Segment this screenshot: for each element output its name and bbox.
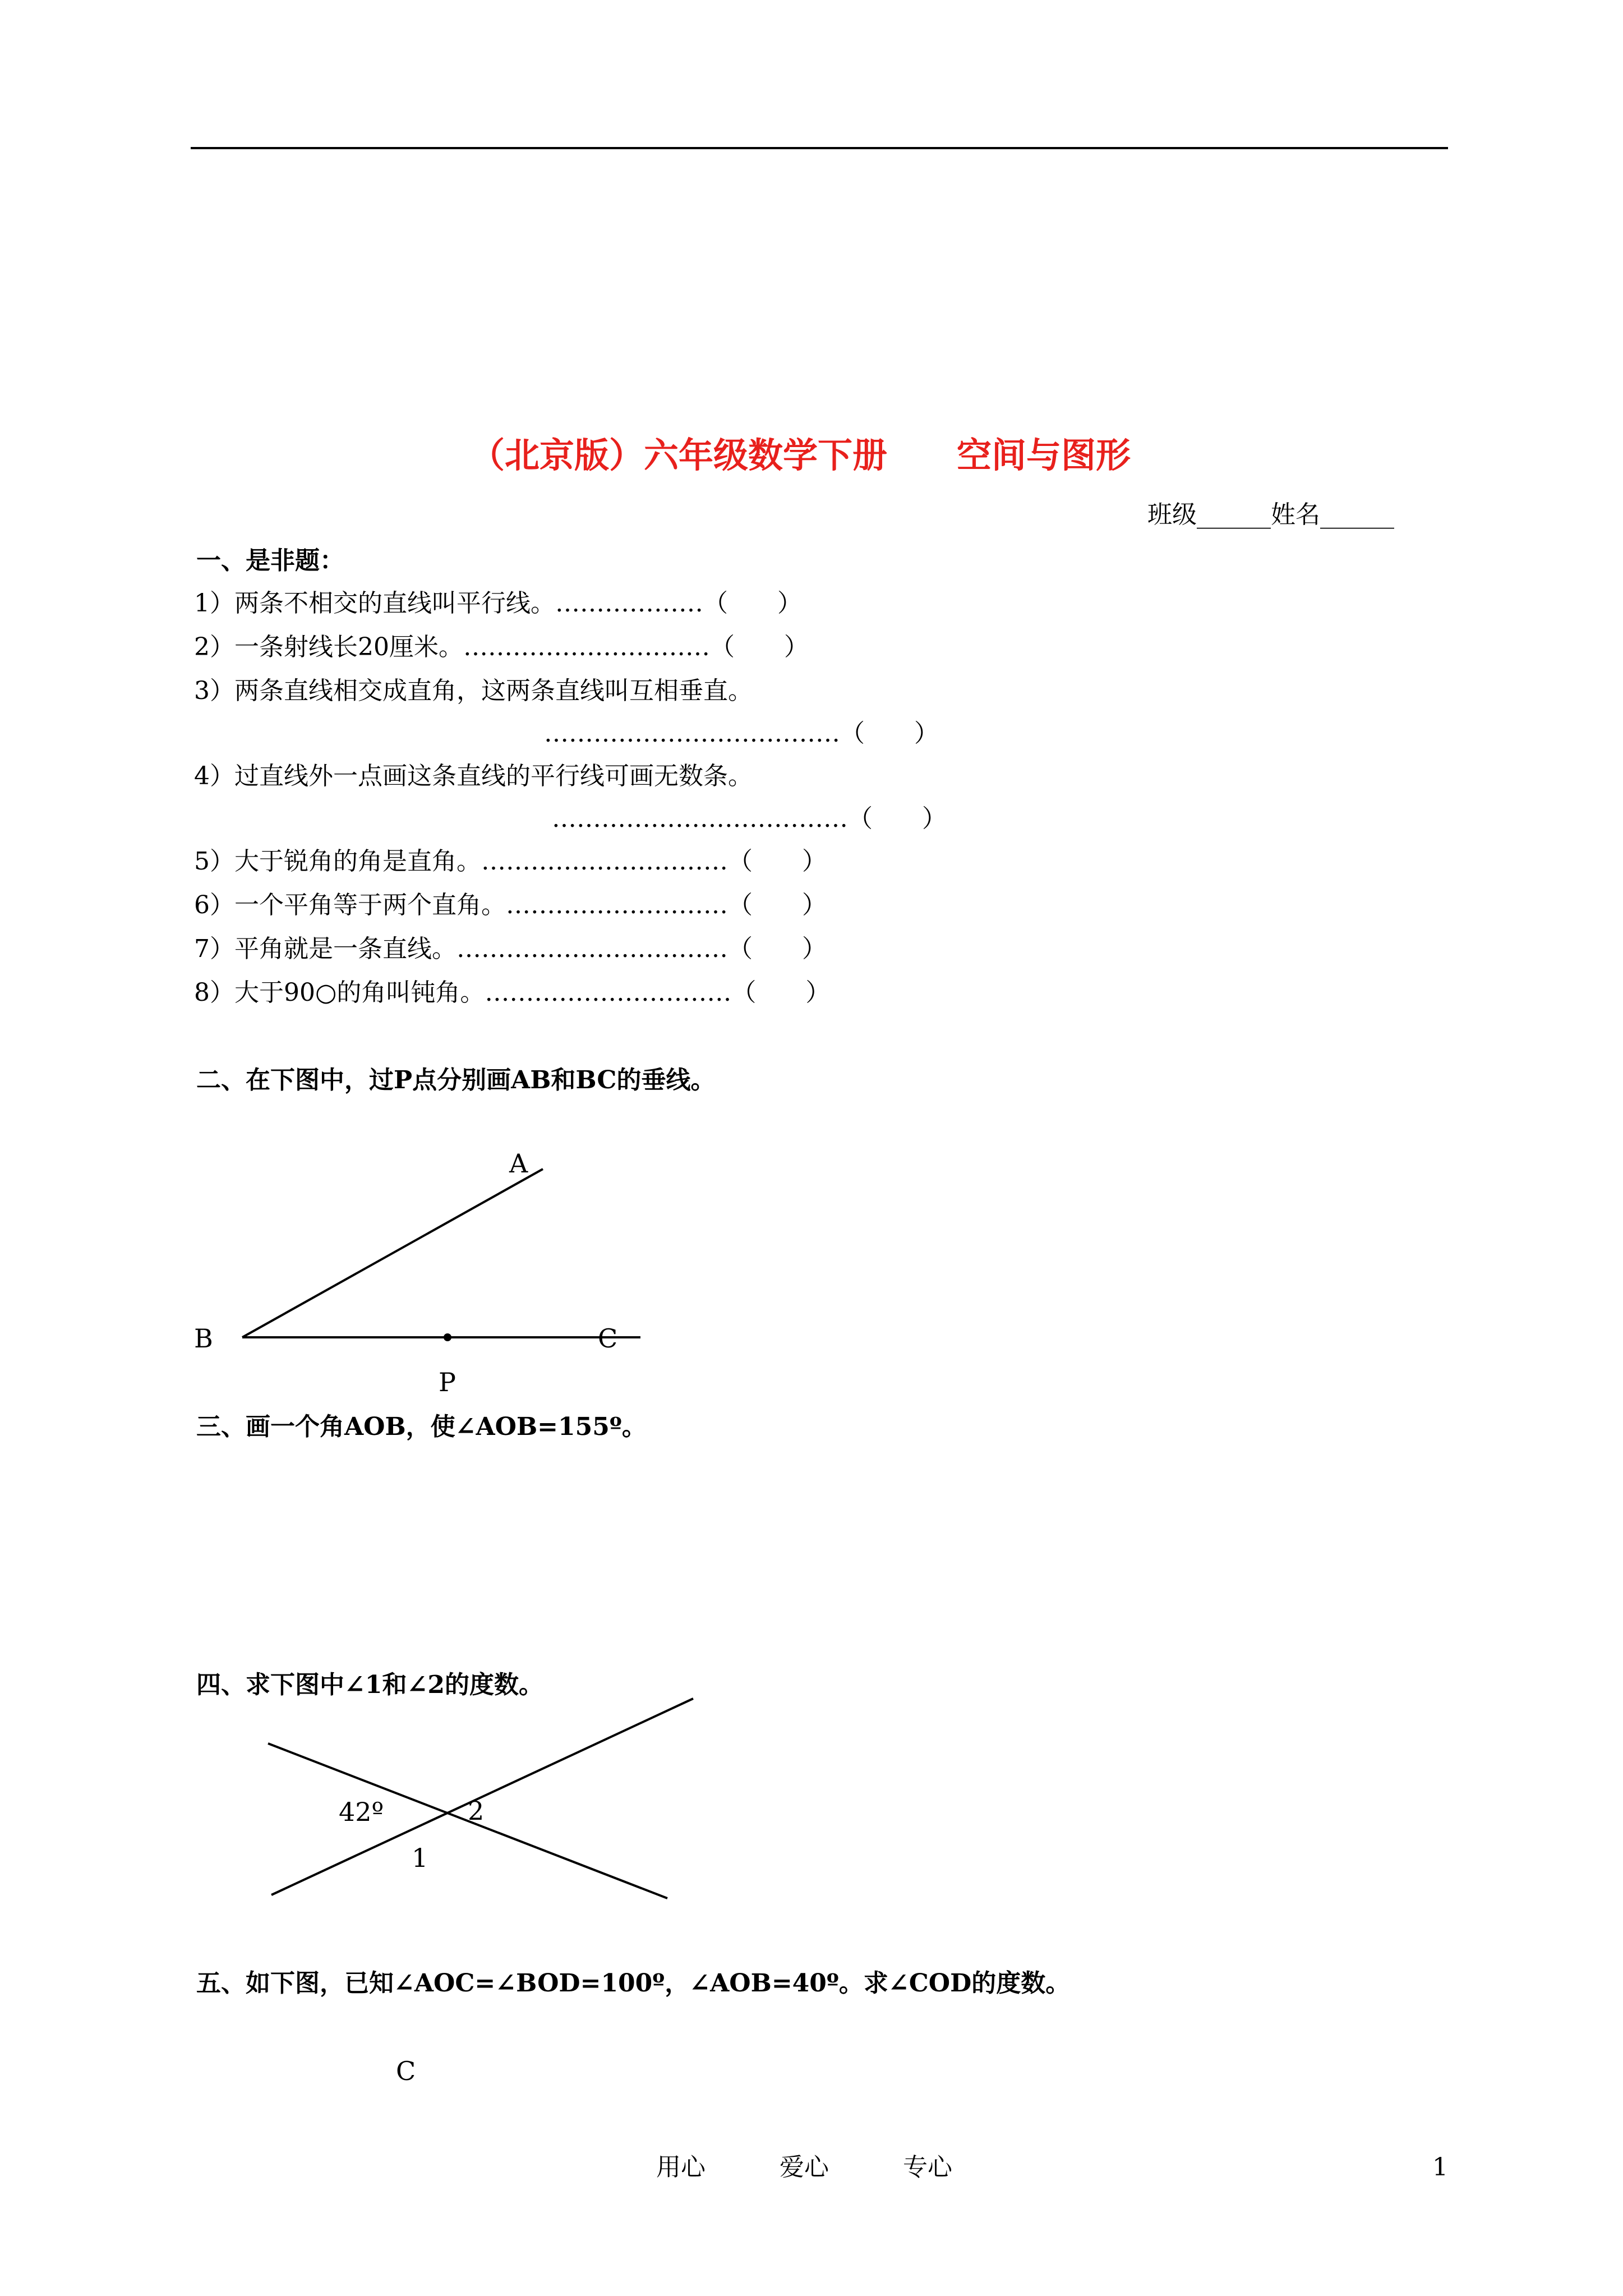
ray-ba xyxy=(242,1169,543,1337)
tf-item-8: 8）大于90○的角叫钝角。…………………………（ ） xyxy=(194,978,831,1007)
label-c-fig5: C xyxy=(396,2056,416,2086)
tf-item-4: 4）过直线外一点画这条直线的平行线可画无数条。 xyxy=(194,762,753,790)
label-c: C xyxy=(598,1323,618,1354)
angle-42-label: 42º xyxy=(339,1797,384,1827)
section2-heading: 二、在下图中，过P点分别画AB和BC的垂线。 xyxy=(196,1066,716,1094)
angle-1-label: 1 xyxy=(412,1843,428,1873)
tf-item-3-answer: ………………………………（ ） xyxy=(544,719,939,748)
tf-item-3: 3）两条直线相交成直角，这两条直线叫互相垂直。 xyxy=(194,677,753,705)
label-b: B xyxy=(194,1323,213,1354)
footer-motto: 用心 爱心 专心 xyxy=(656,2153,952,2182)
section5-heading: 五、如下图，已知∠AOC=∠BOD=100º，∠AOB=40º。求∠COD的度数。 xyxy=(196,1969,1071,1998)
tf-item-2: 2）一条射线长20厘米。…………………………（ ） xyxy=(194,633,809,661)
tf-item-6: 6）一个平角等于两个直角。………………………（ ） xyxy=(194,891,827,919)
class-name-field: 班级______姓名______ xyxy=(1147,500,1394,529)
section1-heading: 一、是非题： xyxy=(196,546,344,575)
page-title: （北京版）六年级数学下册 空间与图形 xyxy=(470,435,1131,476)
tf-item-7: 7）平角就是一条直线。……………………………（ ） xyxy=(194,935,827,963)
point-p xyxy=(444,1333,451,1341)
tf-item-5: 5）大于锐角的角是直角。…………………………（ ） xyxy=(194,847,827,876)
figure-intersecting-lines xyxy=(268,1699,693,1898)
angle-2-label: 2 xyxy=(468,1796,485,1826)
page-number: 1 xyxy=(1432,2153,1448,2182)
label-a: A xyxy=(509,1148,528,1179)
section3-heading: 三、画一个角AOB，使∠AOB=155º。 xyxy=(196,1412,647,1441)
section4-heading: 四、求下图中∠1和∠2的度数。 xyxy=(196,1671,543,1699)
figure-angle-abc xyxy=(194,1148,640,1397)
figure-cod xyxy=(396,2056,416,2086)
label-p: P xyxy=(439,1367,456,1397)
tf-item-4-answer: ………………………………（ ） xyxy=(552,804,947,833)
tf-item-1: 1）两条不相交的直线叫平行线。………………（ ） xyxy=(194,589,802,618)
